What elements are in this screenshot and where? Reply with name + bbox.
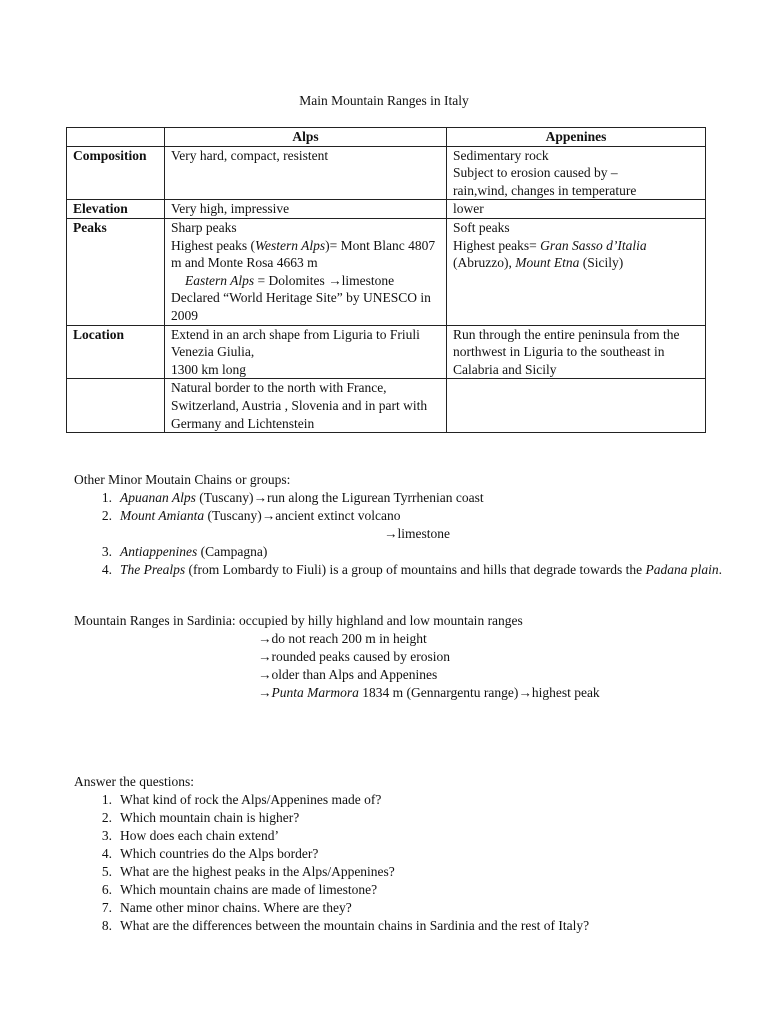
questions-section xyxy=(74,773,754,935)
text-run: 1834 m (Gennargentu range)→highest peak xyxy=(358,685,600,700)
header-empty xyxy=(67,128,165,147)
question-item xyxy=(74,881,754,899)
appenines-peaks-line xyxy=(453,237,699,272)
sardinia-heading: Mountain Ranges in Sardinia: occupied by hilly highland and low mountain ranges xyxy=(74,613,523,628)
list-number-empty xyxy=(74,525,120,543)
alps-composition: Very hard, compact, resistent xyxy=(165,146,447,200)
header-alps: Alps xyxy=(165,128,447,147)
question-number: 2. xyxy=(101,810,112,825)
sardinia-point: →older than Alps and Appenines xyxy=(258,667,438,682)
question-number: 1. xyxy=(101,792,112,807)
text-run-italic: Western Alps xyxy=(254,237,326,253)
table-row-border xyxy=(67,379,706,433)
table-row-peaks xyxy=(67,218,706,325)
list-number: 4. xyxy=(101,562,112,577)
text-run: (Tuscany)→ancient extinct volcano xyxy=(204,508,401,523)
row-label-location: Location xyxy=(67,325,165,379)
alps-peaks-line: Declared “World Heritage Site” by UNESCO in 2009 xyxy=(171,290,431,323)
text-run: Highest peaks ( xyxy=(171,237,255,253)
appenines-location: Run through the entire peninsula from the northwest in Liguria to the southeast in Calabria and Sicily xyxy=(447,325,706,379)
question-item xyxy=(74,845,754,863)
list-item-continuation xyxy=(74,525,754,543)
text-run: (Abruzzo), xyxy=(453,255,516,271)
alps-peaks-line xyxy=(171,272,440,290)
text-run-italic: The Prealps xyxy=(120,562,186,577)
text-run: (Sicily) xyxy=(579,255,624,271)
alps-elevation: Very high, impressive xyxy=(165,200,447,219)
appenines-composition-line: Sedimentary rock xyxy=(453,147,549,163)
appenines-peaks xyxy=(447,218,706,325)
text-run-italic: Mount Etna xyxy=(515,255,580,271)
minor-chains-heading: Other Minor Moutain Chains or groups: xyxy=(74,472,291,487)
question-item xyxy=(74,917,754,935)
question-text: How does each chain extend’ xyxy=(120,828,279,843)
row-label-peaks: Peaks xyxy=(67,218,165,325)
question-number: 4. xyxy=(101,846,112,861)
minor-chains-list xyxy=(74,489,754,579)
list-text xyxy=(120,543,754,561)
list-text: →limestone xyxy=(384,526,450,541)
question-number: 6. xyxy=(101,882,112,897)
text-run-italic: Eastern Alps xyxy=(185,272,255,288)
text-run: = Dolomites →limestone xyxy=(254,272,395,288)
appenines-elevation: lower xyxy=(447,200,706,219)
alps-location-line: 1300 km long xyxy=(171,361,247,377)
question-item xyxy=(74,863,754,881)
question-text: Which mountain chains are made of limestone? xyxy=(120,882,378,897)
text-run-italic: Antiappenines xyxy=(120,544,198,559)
question-number: 7. xyxy=(101,900,112,915)
list-item xyxy=(74,507,754,525)
text-run: )= Mont Blanc 4807 m and Monte Rosa 4663 m xyxy=(171,237,436,271)
row-label-elevation: Elevation xyxy=(67,200,165,219)
question-text: Which countries do the Alps border? xyxy=(120,846,319,861)
document-title: Main Mountain Ranges in Italy xyxy=(299,93,469,108)
text-run: (from Lombardy to Fiuli) is a group of mountains and hills that degrade towards the xyxy=(185,562,646,577)
appenines-composition-line: Subject to erosion caused by – xyxy=(453,165,618,181)
text-run-italic: Apuanan Alps xyxy=(120,490,196,505)
appenines-peaks-line: Soft peaks xyxy=(453,219,510,235)
question-text: Name other minor chains. Where are they? xyxy=(120,900,352,915)
sardinia-section xyxy=(74,612,754,702)
appenines-composition-line: rain,wind, changes in temperature xyxy=(453,182,637,198)
questions-heading: Answer the questions: xyxy=(74,774,194,789)
text-run-italic: Mount Amianta xyxy=(120,508,205,523)
alps-border: Natural border to the north with France, Switzerland, Austria , Slovenia and in part with Germany and Lichtenstein xyxy=(165,379,447,433)
question-text: What are the differences between the mountain chains in Sardinia and the rest of Italy? xyxy=(120,918,590,933)
questions-list xyxy=(74,791,754,935)
sardinia-point xyxy=(74,684,754,702)
mountain-ranges-table xyxy=(66,127,706,433)
alps-peaks xyxy=(165,218,447,325)
list-text xyxy=(120,507,754,525)
text-run: . xyxy=(718,562,723,577)
list-text xyxy=(120,561,754,579)
table-row-composition xyxy=(67,146,706,200)
sardinia-point: →rounded peaks caused by erosion xyxy=(258,649,450,664)
question-text: What are the highest peaks in the Alps/Appenines? xyxy=(120,864,395,879)
question-text: Which mountain chain is higher? xyxy=(120,810,300,825)
text-run: (Campagna) xyxy=(197,544,268,559)
appenines-composition xyxy=(447,146,706,200)
list-item xyxy=(74,561,754,579)
list-number: 2. xyxy=(101,508,112,523)
row-label-empty xyxy=(67,379,165,433)
text-run: (Tuscany)→run along the Ligurean Tyrrhenian coast xyxy=(195,490,484,505)
question-number: 8. xyxy=(101,918,112,933)
question-item xyxy=(74,899,754,917)
alps-peaks-line xyxy=(171,237,440,272)
question-text: What kind of rock the Alps/Appenines made of? xyxy=(120,792,382,807)
alps-peaks-line: Sharp peaks xyxy=(171,219,237,235)
header-appenines: Appenines xyxy=(447,128,706,147)
appenines-border-empty xyxy=(447,379,706,433)
list-item xyxy=(74,489,754,507)
table-header-row xyxy=(67,128,706,147)
question-number: 5. xyxy=(101,864,112,879)
row-label-composition: Composition xyxy=(67,146,165,200)
list-number: 3. xyxy=(101,544,112,559)
question-item xyxy=(74,791,754,809)
text-run-italic: Padana plain xyxy=(645,562,719,577)
text-run-italic: Punta Marmora xyxy=(271,685,359,700)
list-text xyxy=(120,489,754,507)
text-run-italic: Gran Sasso d’Italia xyxy=(540,237,647,253)
text-run: Highest peaks= xyxy=(453,237,541,253)
list-item xyxy=(74,543,754,561)
minor-chains-section xyxy=(74,471,754,579)
table-row-location xyxy=(67,325,706,379)
text-run: → xyxy=(258,685,272,700)
alps-location-line: Extend in an arch shape from Liguria to Friuli Venezia Giulia, xyxy=(171,326,420,360)
question-item xyxy=(74,827,754,845)
question-number: 3. xyxy=(101,828,112,843)
sardinia-point: →do not reach 200 m in height xyxy=(258,631,427,646)
list-number: 1. xyxy=(101,490,112,505)
question-item xyxy=(74,809,754,827)
alps-location xyxy=(165,325,447,379)
table-row-elevation xyxy=(67,200,706,219)
